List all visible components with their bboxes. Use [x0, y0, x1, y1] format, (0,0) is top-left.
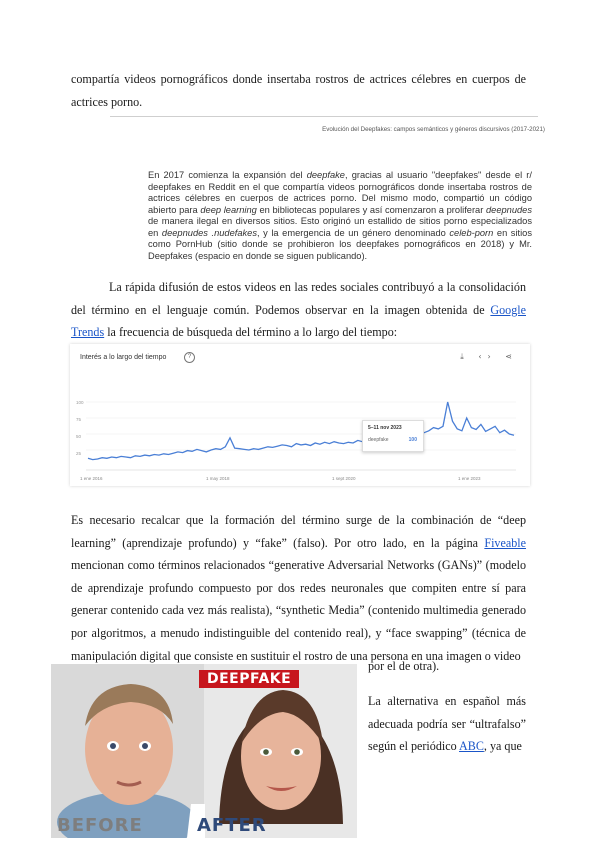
quote-text: en sitios como PornHub (sitio donde se prohibieron los deepfakes pornográficos en 2018) y Mr. Deepfakes (espacio en donde se siguen publicando).: [148, 227, 532, 261]
chart-actions[interactable]: ⤓ ‹› ⋖: [460, 352, 518, 361]
deepfake-series-line: [88, 402, 514, 460]
body-text: La rápida difusión de estos videos en las redes sociales contribuyó a la consolidación del término en el lenguaje común. Podemos observar en la imagen obtenida de: [71, 280, 526, 317]
quote-text: , gracias al usuario "deepfakes" desde el r/ deepfakes en Reddit en el que compartía videos pornográficos donde insertaba rostros de actrices célebres en cuerpos de actrices porno. Del mismo modo, compartió un código abierto para: [148, 170, 532, 215]
quote-term: deepfake: [306, 170, 345, 180]
x-tick-label: 1 may 2018: [206, 476, 230, 481]
y-tick-label: 50: [76, 434, 82, 439]
paragraph-intro-continuation: [71, 68, 526, 113]
x-tick-label: 1 ene 2023: [458, 476, 481, 481]
x-tick-label: 1 ene 2016: [80, 476, 103, 481]
paragraph-terminology: [71, 509, 526, 667]
help-icon[interactable]: ?: [184, 352, 195, 363]
quote-text: de manera ilegal en diversos sitios. Esto originó un estallido de sitios porno especializados en: [148, 216, 532, 238]
divider: [110, 116, 538, 117]
google-trends-link[interactable]: Google Trends: [71, 302, 526, 340]
quote-text: En 2017 comienza la expansión del: [148, 170, 307, 180]
body-text: La alternativa en español más adecuada podría ser “ultrafalso” según el periódico: [368, 694, 526, 754]
deepfake-banner: DEEPFAKE: [199, 670, 299, 688]
abc-link[interactable]: ABC: [459, 739, 484, 754]
quote-term: deep learning: [200, 204, 257, 215]
intro-line-2: actrices porno.: [71, 94, 143, 109]
fiveable-link[interactable]: Fiveable: [484, 535, 526, 550]
y-tick-label: 75: [76, 417, 82, 422]
intro-line-1: compartía videos pornográficos donde insertaba rostros de actrices célebres en cuerpos de: [71, 72, 526, 86]
tooltip-term: deepfake: [368, 437, 389, 443]
quote-term: deepnudes .nudefakes: [161, 227, 257, 238]
chart-tooltip: [362, 420, 424, 452]
quote-text: en bibliotecas populares y así comenzaron a proliferar: [256, 204, 486, 215]
quoted-excerpt: [148, 170, 532, 262]
paragraph-terminology-tail: por el de otra).: [368, 659, 440, 673]
tooltip-value: 100: [408, 437, 417, 443]
grid-lines: [86, 402, 516, 450]
quote-term: deepnudes: [485, 204, 532, 215]
google-trends-chart: [70, 344, 530, 486]
paragraph-trends: [71, 276, 526, 344]
trend-line-plot: [70, 344, 530, 486]
face-illustration: [51, 664, 357, 838]
figure-caption: Evolución del Deepfakes: campos semánticos y géneros discursivos (2017-2021): [322, 126, 545, 133]
before-label: BEFORE: [57, 815, 143, 836]
paragraph-alternative: [368, 690, 526, 758]
body-text: , ya que: [483, 739, 522, 754]
quote-term: celeb-porn: [449, 227, 494, 238]
y-tick-label: 25: [76, 451, 82, 456]
body-text: Es necesario recalcar que la formación del término surge de la combinación de “deep learning” (aprendizaje profundo) y “fake” (falso). Por otro lado, en la página: [71, 513, 526, 550]
tooltip-date: 5–11 nov 2023: [368, 425, 402, 431]
after-label: AFTER: [197, 815, 267, 836]
deepfake-before-after-image: [51, 664, 357, 838]
x-tick-label: 1 sept 2020: [332, 476, 356, 481]
y-tick-label: 100: [76, 400, 84, 405]
chart-title: Interés a lo largo del tiempo: [80, 354, 167, 361]
body-text: mencionan como términos relacionados “generative Adversarial Networks (GANs)” (modelo de aprendizaje profundo compuesto por dos redes neuronales que compiten entre sí para generar contenido cada vez más realista), “synthetic Media” (contenido multimedia generado por algoritmos, a menudo indistinguible del contenido real), y “face swapping” (técnica de manipulación digital que consiste en sustituir el rostro de una persona en una imagen o video: [71, 558, 526, 663]
body-text: la frecuencia de búsqueda del término a lo largo del tiempo:: [104, 325, 398, 340]
quote-text: , y la emergencia de un género denominado: [257, 227, 450, 238]
